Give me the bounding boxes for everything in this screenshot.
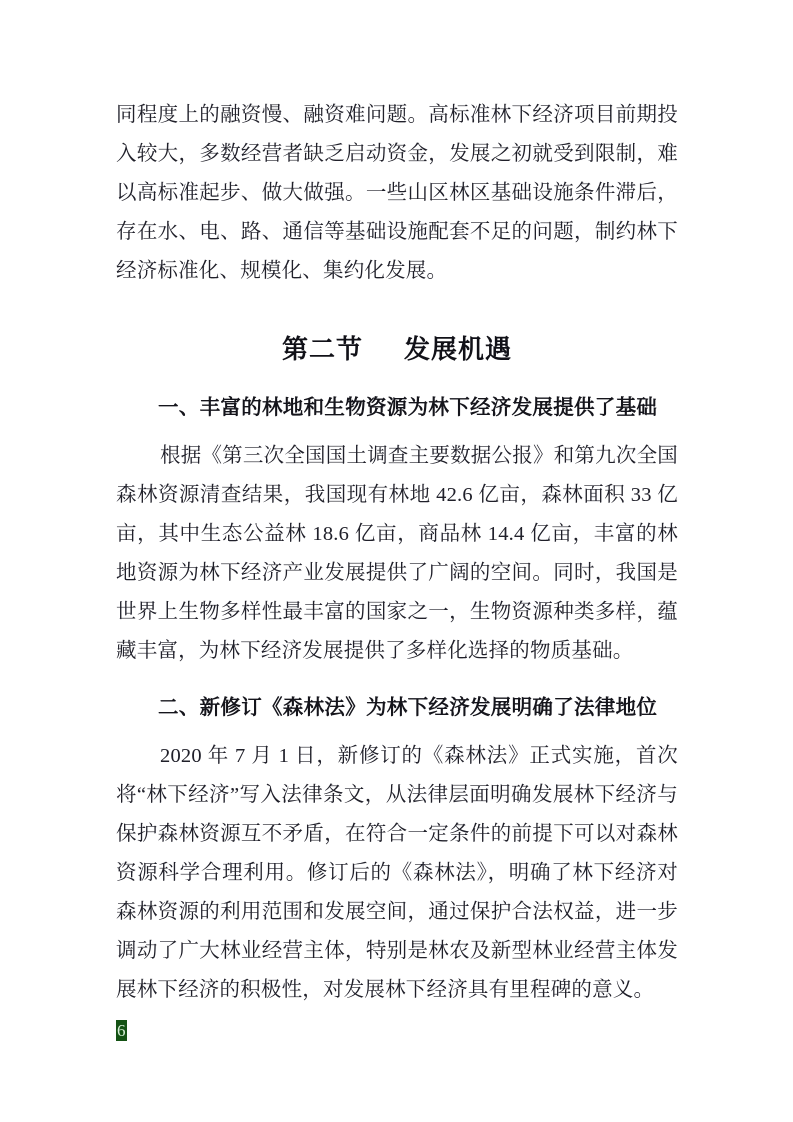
spacer	[116, 423, 678, 437]
subsection-heading-one: 一、丰富的林地和生物资源为林下经济发展提供了基础	[158, 396, 658, 419]
spacer	[116, 671, 678, 693]
page-number: 6	[117, 1021, 126, 1040]
body-paragraph-continuation: 同程度上的融资慢、融资难问题。高标准林下经济项目前期投入较大，多数经营者缺乏启动资金，发展之初就受到限制，难以高标准起步、做大做强。一些山区林区基础设施条件滞后，存在水、电、路、通信等基础设施配套不足的问题，制约林下经济标准化、规模化、集约化发展。	[116, 104, 678, 282]
spacer	[116, 723, 678, 737]
page-content	[116, 96, 678, 1010]
spacer	[116, 291, 678, 333]
subsection-heading-two: 二、新修订《森林法》为林下经济发展明确了法律地位	[158, 696, 658, 719]
subsection-paragraph-two: 2020 年 7 月 1 日，新修订的《森林法》正式实施，首次将“林下经济”写入法律条文，从法律层面明确发展林下经济与保护森林资源互不矛盾，在符合一定条件的前提下可以对森林资源科学合理利用。修订后的《森林法》，明确了林下经济对森林资源的利用范围和发展空间，通过保护合法权益，进一步调动了广大林业经营主体，特别是林农及新型林业经营主体发展林下经济的积极性，对发展林下经济具有里程碑的意义。	[116, 745, 678, 1001]
section-heading	[116, 333, 678, 367]
spacer	[116, 367, 678, 393]
section-number: 第二节	[281, 335, 363, 364]
subsection-paragraph-one: 根据《第三次全国国土调查主要数据公报》和第九次全国森林资源清查结果，我国现有林地 42.6 亿亩，森林面积 33 亿亩，其中生态公益林 18.6 亿亩，商品林 14.4 亿亩，丰富的林地资源为林下经济产业发展提供了广阔的空间。同时，我国是世界上生物多样性最丰富的国家之一，生物资源种类多样，蕴藏丰富，为林下经济发展提供了多样化选择的物质基础。	[116, 445, 678, 662]
section-title-text: 发展机遇	[404, 335, 513, 364]
